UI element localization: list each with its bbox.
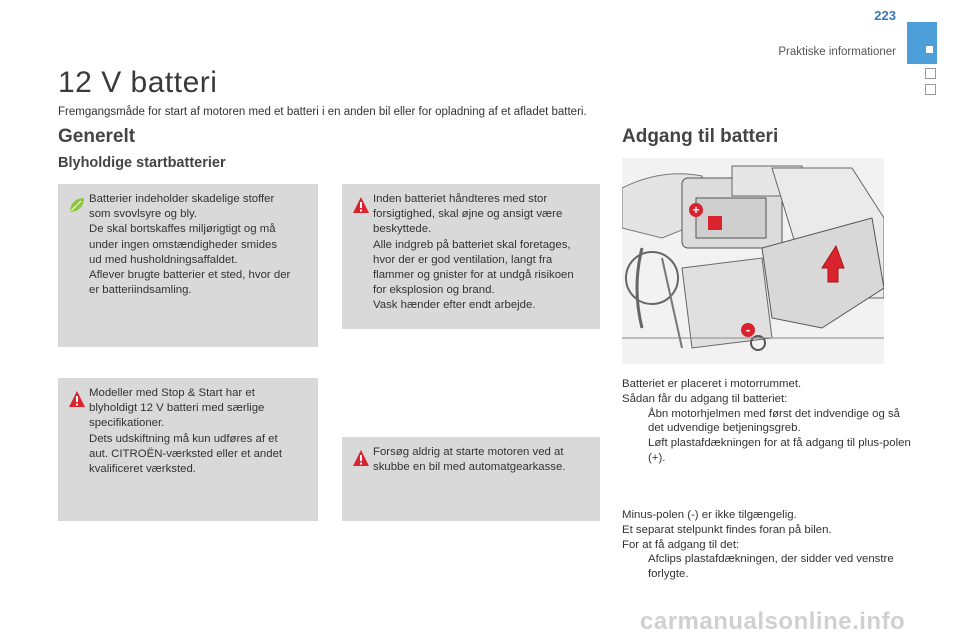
list-item bbox=[622, 436, 912, 466]
nav-square-icon bbox=[925, 68, 936, 79]
text-line: For at få adgang til det: bbox=[622, 538, 740, 551]
warning-icon bbox=[352, 449, 370, 467]
general-heading: Generelt bbox=[58, 126, 136, 147]
box-text: Modeller med Stop & Start har et blyholdigt 12 V batteri med særlige specifikationer. Dets udskiftning må kun udføres af et aut. CITROËN-værksted eller et andet kvalificeret værksted. bbox=[89, 387, 283, 476]
warning-box-push-start bbox=[342, 437, 600, 521]
access-instructions-1 bbox=[622, 377, 912, 466]
nav-square-icon bbox=[925, 84, 936, 95]
warning-box-stop-start bbox=[58, 378, 318, 521]
watermark: carmanualsonline.info bbox=[640, 608, 906, 635]
box-text: Inden batteriet håndteres med stor forsigtighed, skal øjne og ansigt være beskyttede. Alle indgreb på batteriet skal foretages, hvor der er god ventilation, langt fra flammer og gnister for at undgå risikoen for eksplosion og brand. Vask hænder efter endt arbejde. bbox=[373, 193, 574, 312]
box-text: Batterier indeholder skadelige stoffer som svovlsyre og bly. De skal bortskaffes miljørigtigt og må under ingen omstændigheder smides ud med husholdningsaffaldet. Aflever brugte batterier et sted, hvor der er batteriindsamling. bbox=[89, 193, 291, 297]
text-line: Sådan får du adgang til batteriet: bbox=[622, 392, 788, 405]
list-item bbox=[622, 552, 912, 582]
tab-marker-icon bbox=[926, 46, 933, 53]
intro-text: Fremgangsmåde for start af motoren med et batteri i en anden bil eller for opladning af et afladet batteri. bbox=[58, 106, 587, 118]
access-heading: Adgang til batteri bbox=[622, 126, 779, 147]
list-item-text: Løft plastafdækningen for at få adgang til plus-polen (+). bbox=[648, 437, 911, 464]
minus-terminal-marker: - bbox=[741, 323, 755, 337]
page-title: 12 V batteri bbox=[58, 66, 218, 99]
box-text: Forsøg aldrig at starte motoren ved at skubbe en bil med automatgearkasse. bbox=[373, 446, 566, 474]
text-line: Minus-polen (-) er ikke tilgængelig. bbox=[622, 509, 797, 521]
text-line: Et separat stelpunkt findes foran på bilen. bbox=[622, 523, 832, 536]
list-item bbox=[622, 407, 912, 437]
chapter-tab bbox=[907, 22, 937, 64]
text-line: Batteriet er placeret i motorrummet. bbox=[622, 378, 802, 390]
page-number: 223 bbox=[874, 8, 896, 23]
warning-icon bbox=[352, 196, 370, 214]
access-instructions-2 bbox=[622, 508, 912, 582]
lead-battery-subheading: Blyholdige startbatterier bbox=[58, 155, 226, 171]
recycle-leaf-icon bbox=[68, 196, 86, 214]
warning-box-handling bbox=[342, 184, 600, 329]
info-box-environment bbox=[58, 184, 318, 347]
plus-terminal-marker: + bbox=[689, 203, 703, 217]
warning-icon bbox=[68, 390, 86, 408]
engine-bay-illustration bbox=[622, 158, 884, 364]
list-item-text: Åbn motorhjelmen med først det indvendige og så det udvendige betjeningsgreb. bbox=[648, 407, 900, 435]
section-label: Praktiske informationer bbox=[778, 46, 896, 58]
list-item-text: Afclips plastafdækningen, der sidder ved venstre forlygte. bbox=[648, 553, 894, 581]
